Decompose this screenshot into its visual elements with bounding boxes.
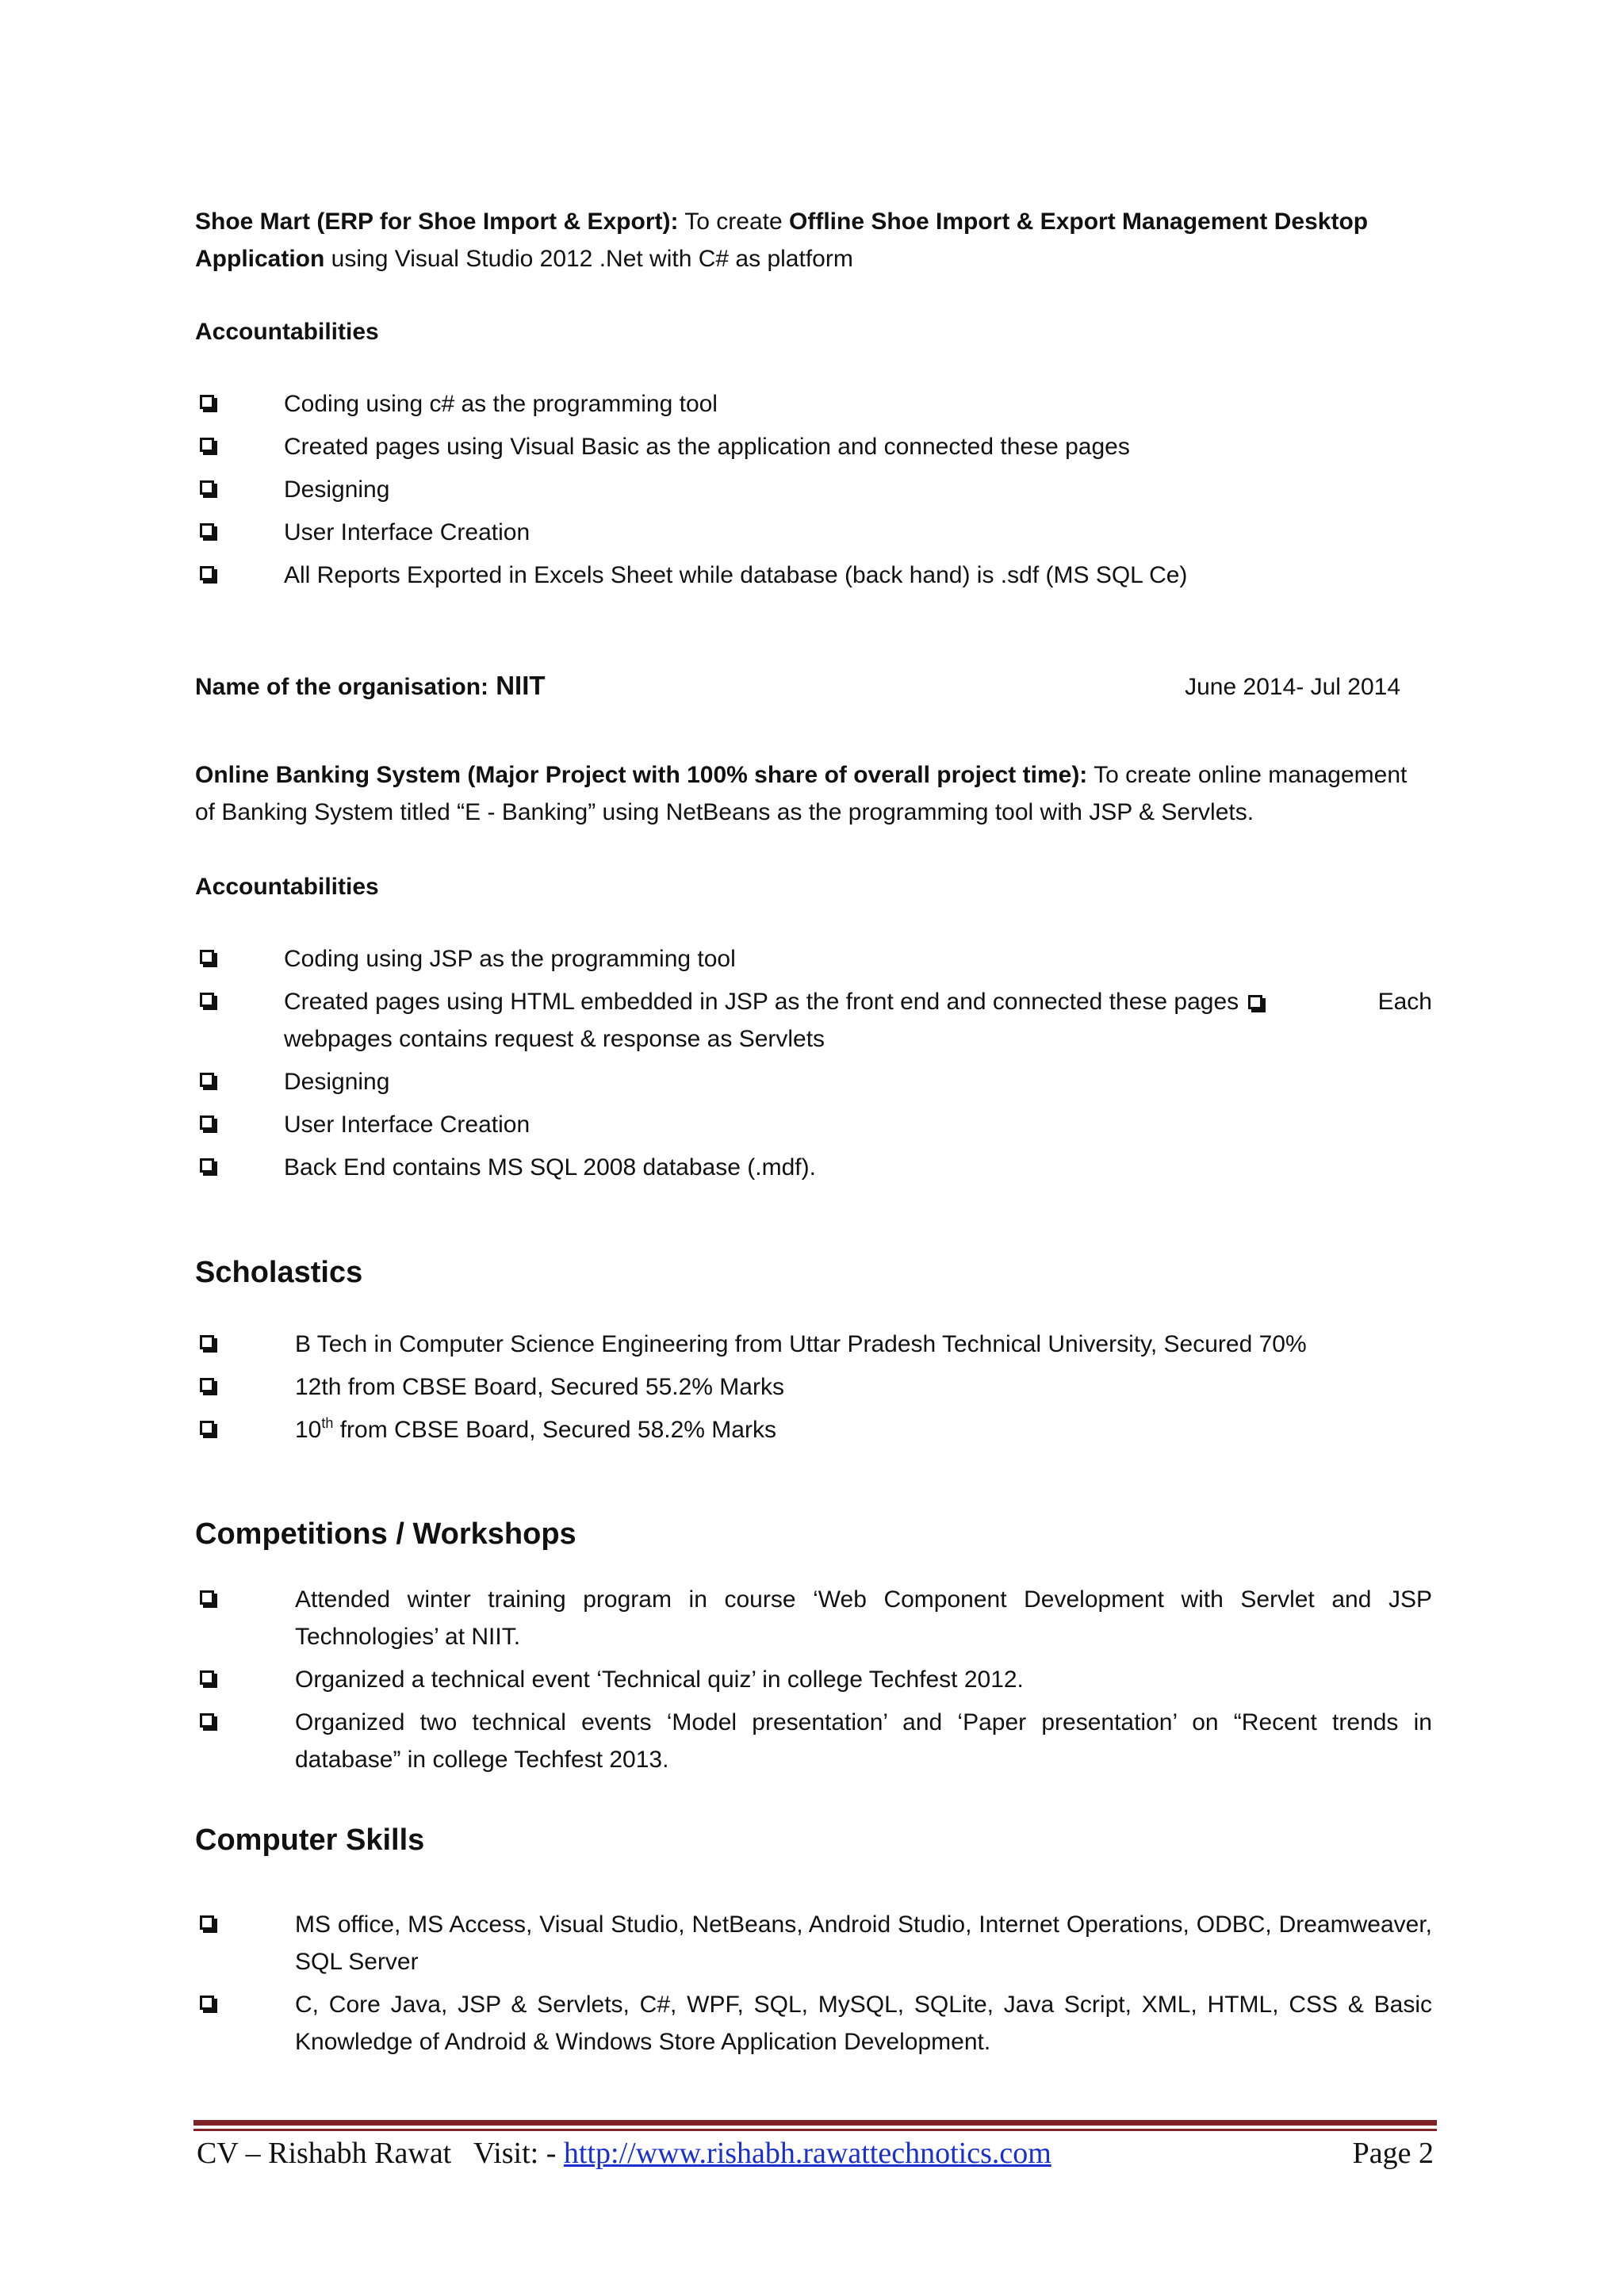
checkbox-bullet-icon	[200, 1073, 214, 1087]
shoe-mart-description	[195, 203, 1432, 277]
list-item	[195, 983, 1432, 1058]
checkbox-bullet-icon	[200, 1670, 214, 1685]
checkbox-bullet-icon	[200, 1713, 214, 1728]
footer-rule-thin	[193, 2129, 1437, 2131]
list-item: Attended winter training program in course ‘Web Component Development with Servlet and JSP Technologies’ at NIIT.	[195, 1581, 1432, 1655]
checkbox-bullet-icon	[200, 1378, 214, 1392]
checkbox-bullet-icon	[200, 1335, 214, 1349]
list-item: C, Core Java, JSP & Servlets, C#, WPF, SQL, MySQL, SQLite, Java Script, XML, HTML, CSS & Basic Knowledge of Android & Windows Store Application Development.	[195, 1986, 1432, 2061]
list-item: Designing	[195, 1063, 1432, 1100]
list-item: Created pages using Visual Basic as the application and connected these pages	[195, 428, 1432, 465]
list-item: Designing	[195, 471, 1432, 508]
list-item: Organized two technical events ‘Model presentation’ and ‘Paper presentation’ on “Recent trends in database” in college Techfest 2013.	[195, 1704, 1432, 1778]
organisation-dates: June 2014- Jul 2014	[1185, 674, 1400, 700]
competitions-list	[195, 1581, 1432, 1784]
banking-accountabilities-list	[195, 940, 1432, 1192]
scholastics-list	[195, 1326, 1432, 1454]
banking-item2-continuation: webpages contains request & response as Servlets	[284, 1026, 825, 1052]
checkbox-bullet-icon	[1248, 995, 1262, 1009]
shoe-mart-intro: To create	[678, 209, 790, 235]
checkbox-bullet-icon	[200, 1996, 214, 2010]
checkbox-bullet-icon	[200, 566, 214, 580]
page-footer	[197, 2133, 1434, 2174]
banking-title: Online Banking System (Major Project with 100% share of overall project time):	[195, 762, 1088, 788]
organisation-name: NIIT	[488, 671, 546, 700]
checkbox-bullet-icon	[200, 480, 214, 495]
computer-skills-heading: Computer Skills	[195, 1823, 425, 1857]
page-number: Page 2	[1352, 2137, 1434, 2170]
footer-prefix: CV – Rishabh Rawat Visit: -	[197, 2137, 564, 2170]
checkbox-bullet-icon	[200, 1421, 214, 1435]
banking-item2-each: Each	[1377, 989, 1432, 1015]
checkbox-bullet-icon	[200, 438, 214, 452]
list-item: 12th from CBSE Board, Secured 55.2% Marks	[195, 1368, 1432, 1406]
list-item: Organized a technical event ‘Technical quiz’ in college Techfest 2012.	[195, 1661, 1432, 1698]
list-item: B Tech in Computer Science Engineering from Uttar Pradesh Technical University, Secured 70%	[195, 1326, 1432, 1363]
checkbox-bullet-icon	[200, 1590, 214, 1605]
organisation-row	[195, 671, 1400, 701]
checkbox-bullet-icon	[200, 1915, 214, 1930]
banking-item2-text: Created pages using HTML embedded in JSP as the front end and connected these pages	[284, 989, 1239, 1015]
organisation-label: Name of the organisation:	[195, 674, 489, 700]
shoe-mart-accountabilities-heading: Accountabilities	[195, 319, 379, 345]
shoe-mart-accountabilities-list	[195, 385, 1432, 599]
list-item: User Interface Creation	[195, 514, 1432, 551]
list-item: Coding using JSP as the programming tool	[195, 940, 1432, 978]
checkbox-bullet-icon	[200, 523, 214, 538]
banking-description	[195, 756, 1432, 831]
checkbox-bullet-icon	[200, 1115, 214, 1130]
checkbox-bullet-icon	[200, 395, 214, 409]
shoe-mart-app-name: Offline Shoe Import & Export Management Desktop Application	[195, 209, 1369, 272]
footer-rule-thick	[193, 2120, 1437, 2126]
banking-rest: To create online management of Banking System titled “E - Banking” using NetBeans as the programming tool with JSP & Servlets.	[195, 762, 1408, 825]
scholastics-heading: Scholastics	[195, 1256, 363, 1289]
list-item: 10th from CBSE Board, Secured 58.2% Marks	[195, 1411, 1432, 1448]
list-item: All Reports Exported in Excels Sheet while database (back hand) is .sdf (MS SQL Ce)	[195, 557, 1432, 594]
competitions-heading: Competitions / Workshops	[195, 1517, 576, 1551]
computer-skills-list	[195, 1906, 1432, 2066]
banking-accountabilities-heading: Accountabilities	[195, 874, 379, 900]
list-item: Back End contains MS SQL 2008 database (.mdf).	[195, 1149, 1432, 1186]
website-link[interactable]: http://www.rishabh.rawattechnotics.com	[563, 2137, 1051, 2170]
list-item: MS office, MS Access, Visual Studio, NetBeans, Android Studio, Internet Operations, ODBC, Dreamweaver, SQL Server	[195, 1906, 1432, 1980]
checkbox-bullet-icon	[200, 950, 214, 964]
shoe-mart-title: Shoe Mart (ERP for Shoe Import & Export):	[195, 209, 679, 235]
shoe-mart-rest: using Visual Studio 2012 .Net with C# as platform	[324, 246, 853, 272]
list-item: Coding using c# as the programming tool	[195, 385, 1432, 423]
list-item: User Interface Creation	[195, 1106, 1432, 1143]
checkbox-bullet-icon	[200, 1158, 214, 1173]
